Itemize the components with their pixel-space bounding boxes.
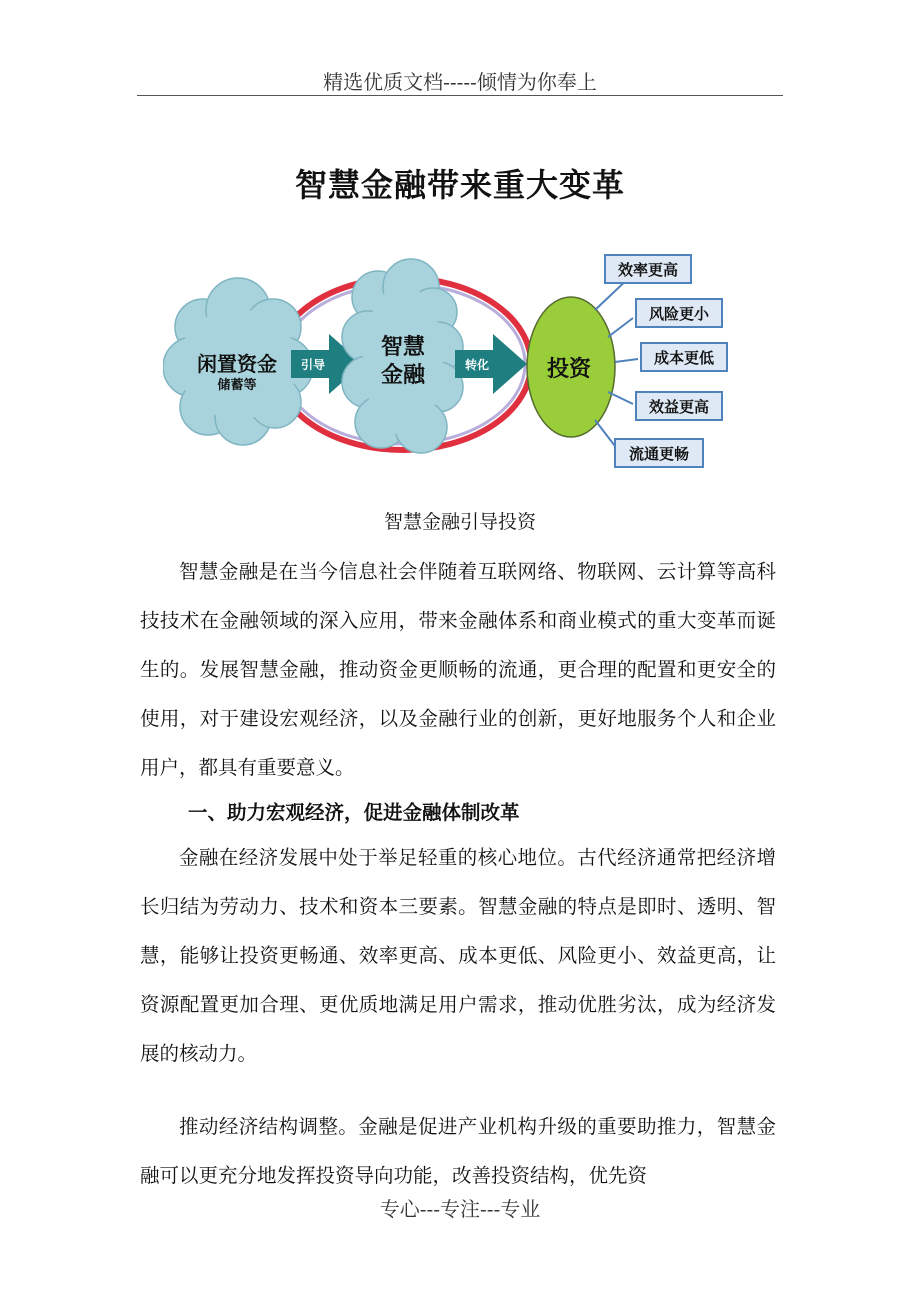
outcome-label-1: 效率更高 bbox=[617, 261, 679, 279]
header-divider bbox=[137, 95, 783, 96]
page-header: 精选优质文档-----倾情为你奉上 bbox=[323, 70, 597, 94]
outcome-label-4: 效益更高 bbox=[648, 398, 710, 416]
arrow-guide-label: 引导 bbox=[300, 358, 326, 372]
source-cloud-line1: 闲置资金 bbox=[197, 352, 277, 376]
center-cloud-line1: 智慧 bbox=[380, 335, 426, 360]
page-footer: 专心---专注---专业 bbox=[379, 1197, 541, 1221]
outcome-label-2: 风险更小 bbox=[648, 305, 710, 323]
figure-caption: 智慧金融引导投资 bbox=[383, 511, 536, 533]
paragraph-intro: 智慧金融是在当今信息社会伴随着互联网络、物联网、云计算等高科技技术在金融领域的深入应用，带来金融体系和商业模式的重大变革而诞生的。发展智慧金融，推动资金更顺畅的流通，更合理的配置和更安全的使用，对于建设宏观经济，以及金融行业的创新，更好地服务个人和企业用户，都具有重要意义。 bbox=[140, 560, 776, 779]
paragraph-structure: 推动经济结构调整。金融是促进产业机构升级的重要助推力，智慧金融可以更充分地发挥投资导向功能，改善投资结构，优先资 bbox=[140, 1115, 776, 1187]
investment-label: 投资 bbox=[546, 357, 592, 382]
document-title: 智慧金融带来重大变革 bbox=[294, 166, 625, 204]
center-cloud-line2: 金融 bbox=[380, 363, 426, 388]
outcome-label-3: 成本更低 bbox=[653, 349, 715, 367]
paragraph-core-role: 金融在经济发展中处于举足轻重的核心地位。古代经济通常把经济增长归结为劳动力、技术和资本三要素。智慧金融的特点是即时、透明、智慧，能够让投资更畅通、效率更高、成本更低、风险更小、效益更高，让资源配置更加合理、更优质地满足用户需求，推动优胜劣汰，成为经济发展的核动力。 bbox=[140, 846, 776, 1065]
outcome-label-5: 流通更畅 bbox=[628, 445, 690, 463]
source-cloud-line2: 储蓄等 bbox=[217, 378, 257, 393]
arrow-convert-label: 转化 bbox=[464, 358, 490, 372]
section-heading-1: 一、助力宏观经济，促进金融体制改革 bbox=[188, 801, 520, 824]
smart-finance-diagram bbox=[163, 242, 758, 478]
